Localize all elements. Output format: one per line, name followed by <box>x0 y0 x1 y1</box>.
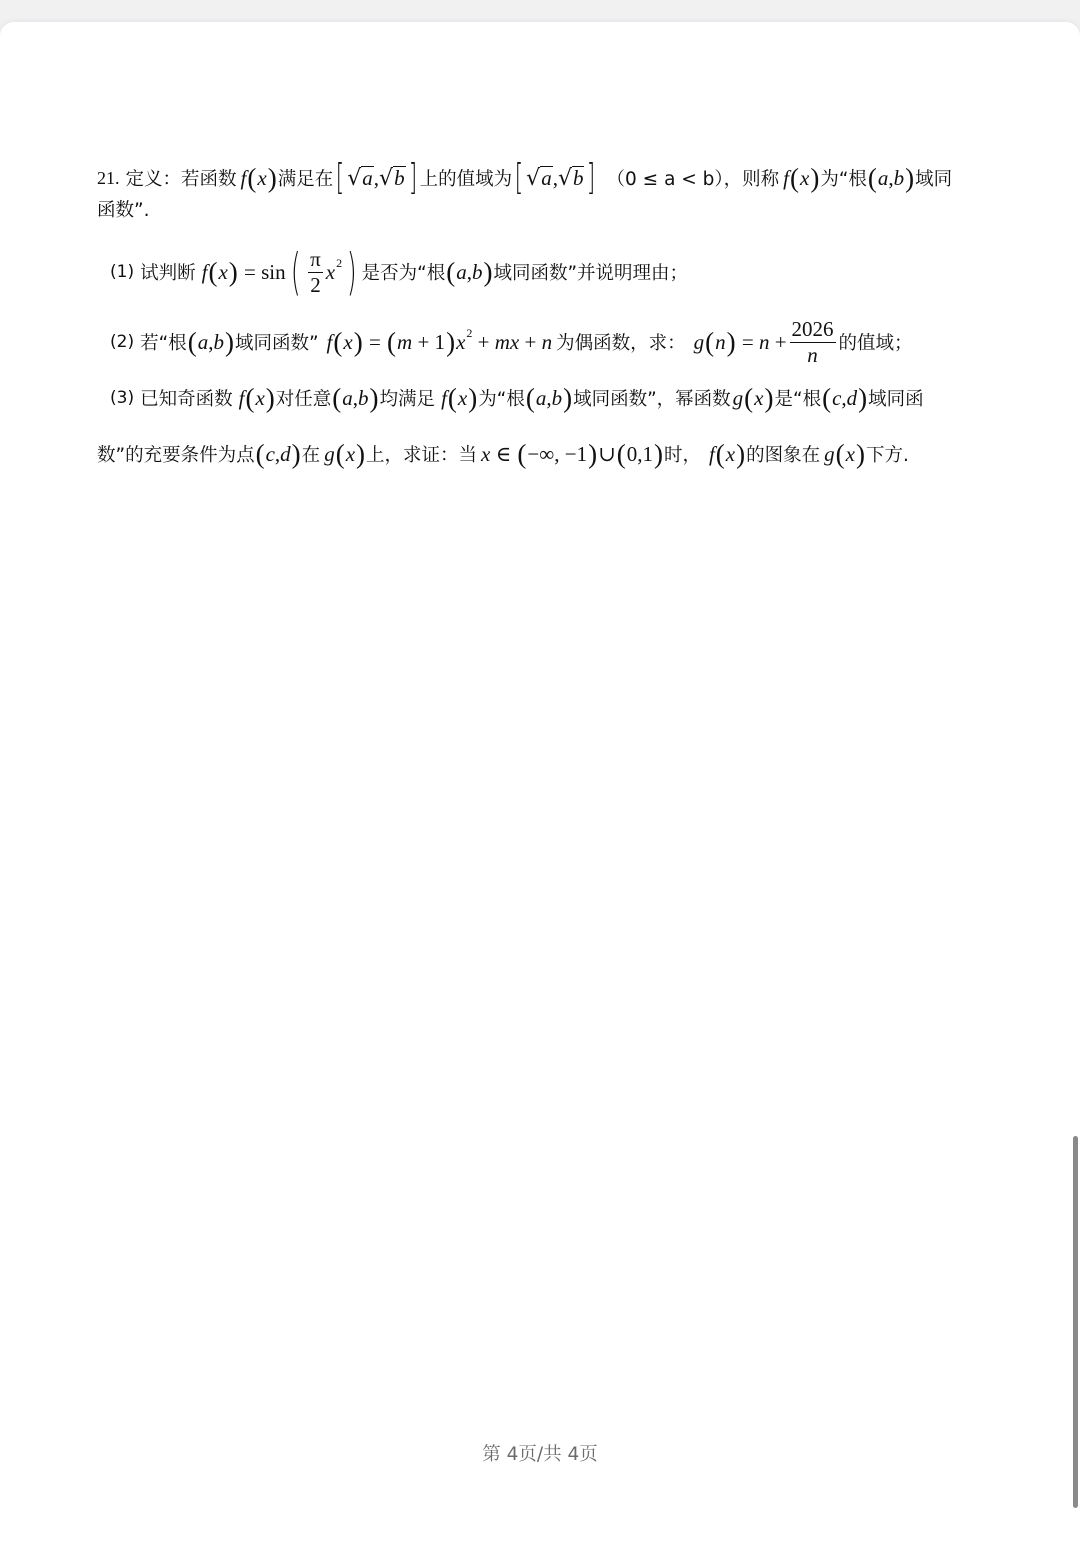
text: 在 <box>301 445 321 466</box>
question-21-line-2 <box>97 194 149 224</box>
text: 满足在 <box>277 169 334 190</box>
text: 下方. <box>865 445 909 466</box>
condition-text: （0 ≤ a < b），则称 <box>606 169 780 190</box>
document-page <box>0 22 1080 1554</box>
text: 的图象在 <box>746 445 821 466</box>
question-21-line-1: 21. 定义：若函数 f ( x ) 满足在 [ √ a , √ b ] 上的值域为 [ √ a , √ b ] （0 ≤ a < b），则称 f ( x ) 为“根 ( a , b ) 域同 <box>97 157 953 198</box>
part-label: (3) <box>110 388 135 408</box>
text: 域同 <box>915 169 953 190</box>
text: 域同函数” <box>234 333 319 354</box>
text: 均满足 <box>379 389 436 410</box>
text: 数”的充要条件为点 <box>97 445 255 466</box>
page-footer: 第 4页/共 4页 <box>482 1444 598 1465</box>
text: 上，求证：当 <box>366 445 478 466</box>
text: 定义：若函数 <box>125 169 237 190</box>
fraction-denominator: n <box>807 342 818 367</box>
fraction-numerator: 2026 <box>791 317 834 342</box>
part-1: (1) 试判断 f ( x ) = sin ( $\frac{\pi}{2}$ x 2 ) 是否为“根 ( a , b ) 域同函数”并说明理由； <box>110 243 689 301</box>
text: 对任意 <box>275 389 332 410</box>
text: 为偶函数，求： <box>556 333 686 354</box>
text: 函数”. <box>97 200 150 221</box>
part-label: (2) <box>110 332 135 352</box>
text: 若“根 <box>140 333 187 354</box>
text: 域同函数”并说明理由； <box>493 263 689 284</box>
part-3: (3) 已知奇函数 f ( x ) 对任意 ( a , b ) 均满足 f ( x ) 为“根 ( a , b ) 域同函数”，幂函数 g ( x ) 是“根 ( c , d ) 域同函 <box>110 382 924 413</box>
text: 试判断 <box>140 263 196 284</box>
text: 的值域； <box>838 333 913 354</box>
part-label: (1) <box>110 262 135 282</box>
question-number: 21. <box>97 167 120 188</box>
scrollbar[interactable] <box>1073 1136 1078 1508</box>
part-3-line-2: 数”的充要条件为点 ( c , d ) 在 g ( x ) 上，求证：当 x ∈ ( −∞, −1 ) ∪ ( 0,1 ) 时， f ( x ) 的图象在 g ( x ) 下方. <box>97 438 909 469</box>
text: 是“根 <box>774 389 822 410</box>
text: 为“根 <box>820 169 867 190</box>
text: 为“根 <box>478 389 525 410</box>
text: 是否为“根 <box>361 263 446 284</box>
text: 已知奇函数 <box>140 389 233 410</box>
text: 域同函数”，幂函数 <box>573 389 731 410</box>
text: 域同函 <box>868 389 924 410</box>
part-2: (2) 若“根 ( a , b ) 域同函数” f ( x ) = ( m + 1 ) x 2 + mx + n 为偶函数，求： g ( n ) = n + $\frac{2026}{n}$ 的值域； <box>110 317 913 367</box>
text: 上的值域为 <box>419 169 513 190</box>
text: 时， <box>663 445 701 466</box>
